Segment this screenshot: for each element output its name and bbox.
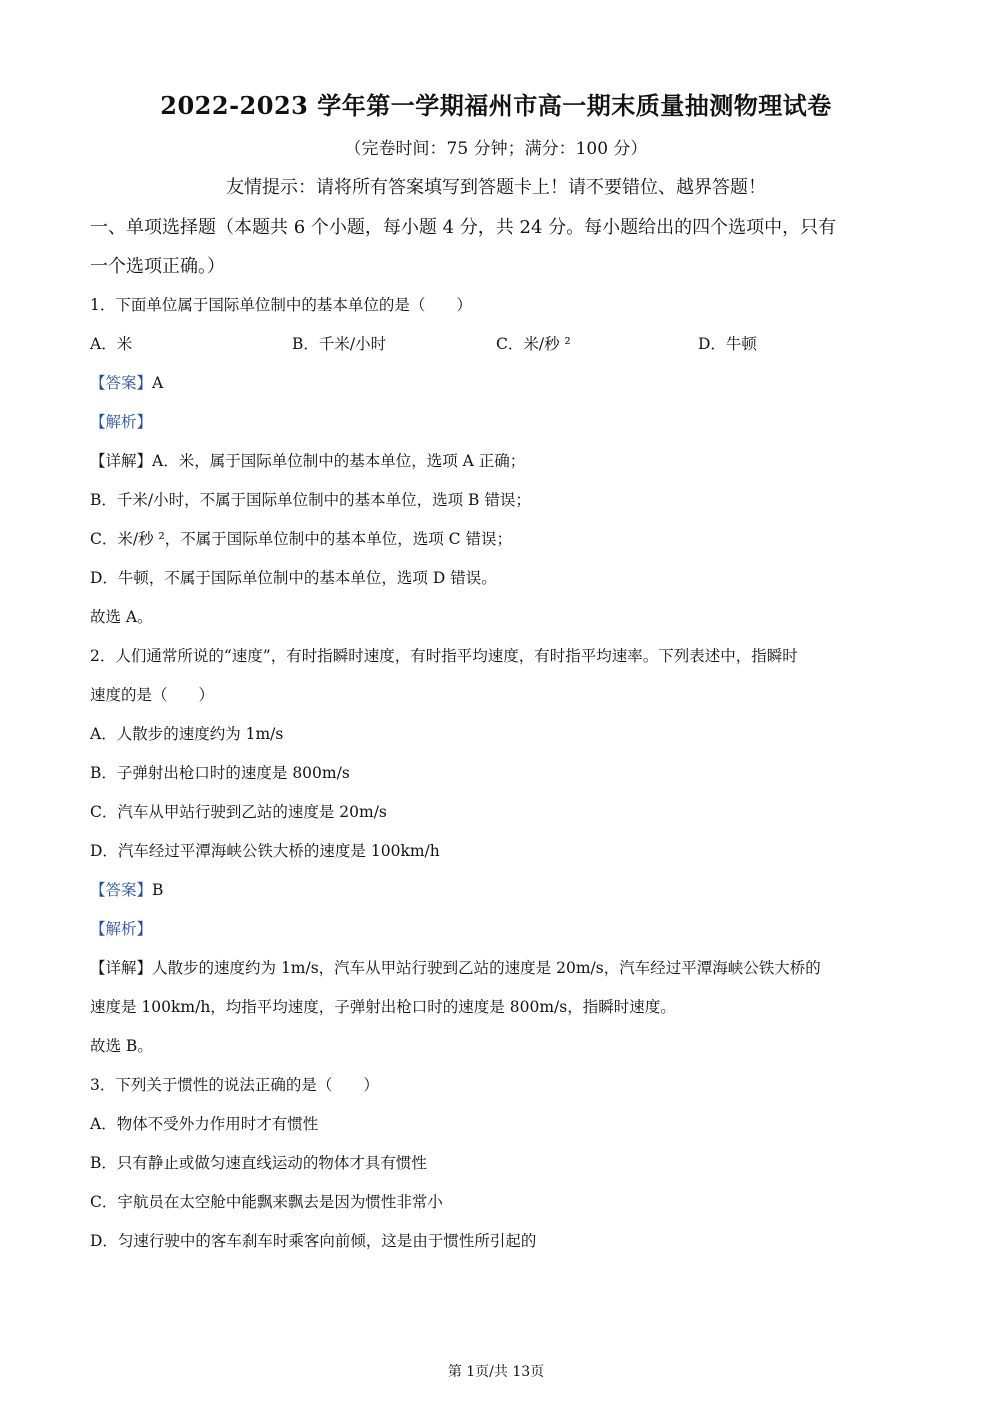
q2-stem-line-1: 2．人们通常所说的“速度”，有时指瞬时速度，有时指平均速度，有时指平均速率。下列表述中，指瞬时 (90, 647, 798, 665)
q3-option-b: B．只有静止或做匀速直线运动的物体才具有惯性 (90, 1154, 427, 1172)
answer-tag: 【答案】 (90, 881, 153, 899)
detail-tag: 【详解】 (90, 452, 153, 470)
detail-tag: 【详解】 (90, 959, 153, 977)
q2-option-b: B．子弹射出枪口时的速度是 800m/s (90, 764, 350, 782)
q1-answer: A (152, 374, 164, 392)
section-heading-line-1: 一、单项选择题（本题共 6 个小题，每小题 4 分，共 24 分。每小题给出的四个选项中，只有 (90, 217, 837, 238)
q1-stem: 1．下面单位属于国际单位制中的基本单位的是（ ） (90, 296, 472, 314)
q2-answer-line (90, 878, 163, 900)
q1-detail-line-4: D．牛顿，不属于国际单位制中的基本单位，选项 D 错误。 (90, 569, 497, 587)
q2-stem-line-2: 速度的是（ ） (90, 686, 215, 704)
q3-stem: 3．下列关于惯性的说法正确的是（ ） (90, 1076, 379, 1094)
q2-answer: B (152, 881, 164, 899)
q1-conclusion: 故选 A。 (90, 608, 153, 626)
q2-option-a: A．人散步的速度约为 1m/s (90, 725, 284, 743)
exam-title: 2022-2023 学年第一学期福州市高一期末质量抽测物理试卷 (160, 91, 832, 120)
q2-detail-line-2: 速度是 100km/h，均指平均速度，子弹射出枪口时的速度是 800m/s，指瞬时速度。 (90, 998, 676, 1016)
q1-analysis-tag: 【解析】 (90, 413, 153, 431)
q2-conclusion: 故选 B。 (90, 1037, 153, 1055)
exam-tip: 友情提示：请将所有答案填写到答题卡上！请不要错位、越界答题！ (226, 177, 766, 198)
exam-subtitle: （完卷时间：75 分钟；满分：100 分） (344, 139, 648, 159)
q2-detail-1: 人散步的速度约为 1m/s，汽车从甲站行驶到乙站的速度是 20m/s，汽车经过平潭海峡公铁大桥的 (152, 959, 821, 977)
q1-detail-line-3: C．米/秒 ²，不属于国际单位制中的基本单位，选项 C 错误； (90, 530, 512, 548)
section-heading-line-2: 一个选项正确。） (90, 256, 225, 277)
q2-analysis-tag: 【解析】 (90, 920, 153, 938)
q1-detail-line-1 (90, 449, 525, 471)
q1-option-a: A．米 (90, 335, 133, 353)
answer-tag: 【答案】 (90, 374, 153, 392)
q2-option-d: D．汽车经过平潭海峡公铁大桥的速度是 100km/h (90, 842, 440, 860)
q1-option-b: B．千米/小时 (292, 335, 387, 353)
q1-detail-1: A．米，属于国际单位制中的基本单位，选项 A 正确； (152, 452, 526, 470)
q1-detail-line-2: B．千米/小时，不属于国际单位制中的基本单位，选项 B 错误； (90, 491, 531, 509)
q1-option-d: D．牛顿 (698, 335, 757, 353)
q3-option-c: C．宇航员在太空舱中能飘来飘去是因为惯性非常小 (90, 1193, 443, 1211)
q2-option-c: C．汽车从甲站行驶到乙站的速度是 20m/s (90, 803, 387, 821)
page-number: 第 1页/共 13页 (447, 1364, 545, 1380)
q1-option-c: C．米/秒 ² (496, 335, 571, 353)
q3-option-d: D．匀速行驶中的客车刹车时乘客向前倾，这是由于惯性所引起的 (90, 1232, 537, 1250)
q2-detail-line-1 (90, 956, 821, 978)
q1-answer-line (90, 371, 163, 393)
q3-option-a: A．物体不受外力作用时才有惯性 (90, 1115, 319, 1133)
